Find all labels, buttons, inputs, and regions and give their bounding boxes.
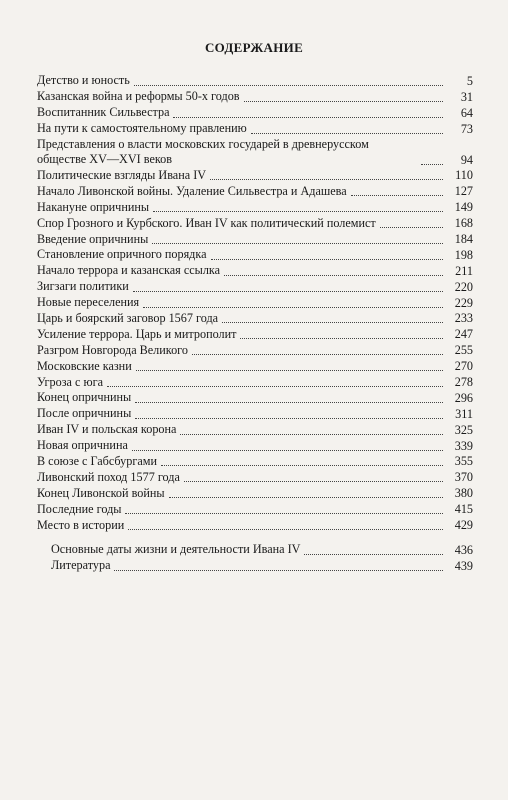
- toc-entry-title: Царь и боярский заговор 1567 года: [37, 310, 219, 325]
- toc-entry-page: 380: [454, 486, 473, 501]
- toc-entry-page: 270: [454, 359, 473, 374]
- toc-entry-title: Конец Ливонской войны: [37, 485, 165, 500]
- dot-leader: [304, 552, 443, 555]
- toc-entry: [37, 454, 473, 470]
- toc-entry: [37, 247, 473, 263]
- dot-leader: [135, 416, 443, 419]
- dot-leader: [173, 115, 443, 118]
- toc-entry-page: 73: [460, 121, 473, 136]
- toc-entry-page: 370: [454, 470, 473, 485]
- dot-leader: [134, 83, 443, 86]
- toc-entry-page: 168: [454, 216, 473, 231]
- toc-entry: [51, 558, 473, 574]
- dot-leader: [211, 257, 443, 260]
- toc-entry-title: Политические взгляды Ивана IV: [37, 167, 207, 182]
- toc-entry: [37, 438, 473, 454]
- toc-entry: [37, 105, 473, 121]
- toc-entry: [37, 263, 473, 279]
- dot-leader: [240, 336, 443, 339]
- toc-entry: [37, 485, 473, 501]
- toc-entry: [37, 406, 473, 422]
- toc-entry-page: 110: [455, 168, 473, 183]
- toc-entry-title: Разгром Новгорода Великого: [37, 342, 188, 357]
- toc-entry-page: 149: [454, 200, 473, 215]
- dot-leader: [192, 352, 443, 355]
- toc-entry: [37, 469, 473, 485]
- toc-entry-title: Московские казни: [37, 358, 132, 373]
- toc-entry-title: Ливонский поход 1577 года: [37, 469, 180, 484]
- toc-entry: [37, 517, 473, 533]
- toc-entry: [37, 279, 473, 295]
- toc-entry: [37, 215, 473, 231]
- toc-entry: [37, 73, 473, 89]
- toc-entry-page: 355: [454, 454, 473, 469]
- toc-entry-title: Место в истории: [37, 517, 125, 532]
- page-title: СОДЕРЖАНИЕ: [204, 40, 304, 55]
- toc-entry-page: 296: [454, 390, 473, 405]
- toc-entry-page: 31: [460, 89, 473, 104]
- toc-entry: [51, 542, 473, 558]
- toc-entry-title: Становление опричного порядка: [37, 247, 207, 262]
- dot-leader: [380, 225, 443, 228]
- dot-leader: [351, 193, 443, 196]
- toc-entry-title: Воспитанник Сильвестра: [37, 105, 170, 120]
- dot-leader: [135, 400, 443, 403]
- dot-leader: [180, 432, 443, 435]
- toc-entry-page: 233: [454, 311, 473, 326]
- toc-entry-title: Иван IV и польская корона: [37, 422, 177, 437]
- toc-entry-page: 198: [454, 247, 473, 262]
- dot-leader: [136, 368, 443, 371]
- toc-entry-page: 5: [466, 73, 473, 88]
- dot-leader: [421, 162, 443, 165]
- toc-entry: [37, 121, 473, 137]
- toc-entry-page: 184: [454, 232, 473, 247]
- dot-leader: [169, 495, 443, 498]
- dot-leader: [244, 99, 443, 102]
- toc-entry-page: 439: [454, 558, 473, 573]
- toc-entry: [37, 311, 473, 327]
- dot-leader: [210, 177, 443, 180]
- toc-entry-page: 220: [454, 279, 473, 294]
- toc-entry: [37, 342, 473, 358]
- dot-leader: [184, 479, 443, 482]
- toc-entry-title: Новая опричнина: [37, 438, 128, 453]
- toc-entry-title: Казанская война и реформы 50-х годов: [37, 89, 240, 104]
- dot-leader: [128, 527, 443, 530]
- dot-leader: [114, 568, 443, 571]
- toc-entry-page: 325: [454, 422, 473, 437]
- dot-leader: [222, 320, 443, 323]
- dot-leader: [153, 209, 443, 212]
- dot-leader: [125, 511, 443, 514]
- toc-entry-title: Угроза с юга: [37, 374, 103, 389]
- toc-entry-page: 278: [454, 375, 473, 390]
- toc-entry-page: 429: [454, 518, 473, 533]
- toc-entry-title: Детство и юность: [37, 73, 130, 88]
- toc-entry-title: Накануне опричнины: [37, 199, 150, 214]
- dot-leader: [152, 241, 443, 244]
- toc-entry: [37, 374, 473, 390]
- toc-entry: [37, 199, 473, 215]
- toc-entry: [37, 231, 473, 247]
- dot-leader: [133, 289, 443, 292]
- toc-entry-title: Представления о власти московских государей в древнерусском обществе XV—XVI веков: [37, 136, 369, 167]
- toc-entry: [37, 168, 473, 184]
- toc-entry-page: 311: [455, 406, 473, 421]
- dot-leader: [251, 131, 443, 134]
- toc-entry-title: Новые переселения: [37, 295, 140, 310]
- toc-entry-page: 127: [454, 184, 473, 199]
- toc-entry-title: Литература: [51, 558, 111, 573]
- toc-entry-title: Введение опричнины: [37, 231, 149, 246]
- toc-entry-title: Спор Грозного и Курбского. Иван IV как политический полемист: [37, 215, 376, 230]
- toc-entry-page: 229: [454, 295, 473, 310]
- toc-entry-title: Основные даты жизни и деятельности Ивана IV: [51, 542, 301, 557]
- toc-entry: [37, 326, 473, 342]
- dot-leader: [161, 463, 443, 466]
- dot-leader: [132, 448, 443, 451]
- toc-entry-page: 339: [454, 438, 473, 453]
- toc-entry: [37, 89, 473, 105]
- toc-entry-title: Начало Ливонской войны. Удаление Сильвестра и Адашева: [37, 183, 347, 198]
- table-of-contents-appendix: [51, 542, 473, 574]
- toc-entry-page: 94: [460, 152, 473, 167]
- toc-entry-page: 415: [454, 502, 473, 517]
- toc-entry-page: 436: [454, 542, 473, 557]
- toc-entry-title: Конец опричнины: [37, 390, 132, 405]
- toc-entry-title: Усиление террора. Царь и митрополит: [37, 326, 237, 341]
- toc-entry: [37, 358, 473, 374]
- toc-entry: [37, 501, 473, 517]
- toc-entry-title: Зигзаги политики: [37, 279, 129, 294]
- dot-leader: [107, 384, 443, 387]
- toc-entry-page: 64: [460, 105, 473, 120]
- toc-entry-page: 247: [454, 327, 473, 342]
- table-of-contents: [37, 73, 473, 533]
- dot-leader: [143, 305, 443, 308]
- toc-entry-title: После опричнины: [37, 406, 132, 421]
- toc-entry-title: В союзе с Габсбургами: [37, 453, 157, 468]
- toc-entry-page: 211: [455, 263, 473, 278]
- dot-leader: [224, 273, 443, 276]
- toc-entry-title: На пути к самостоятельному правлению: [37, 121, 247, 136]
- toc-entry: [37, 422, 473, 438]
- toc-entry: [37, 137, 473, 168]
- toc-entry-title: Начало террора и казанская ссылка: [37, 263, 221, 278]
- toc-entry-page: 255: [454, 343, 473, 358]
- toc-entry: [37, 390, 473, 406]
- toc-entry-title: Последние годы: [37, 501, 122, 516]
- toc-entry: [37, 183, 473, 199]
- toc-entry: [37, 295, 473, 311]
